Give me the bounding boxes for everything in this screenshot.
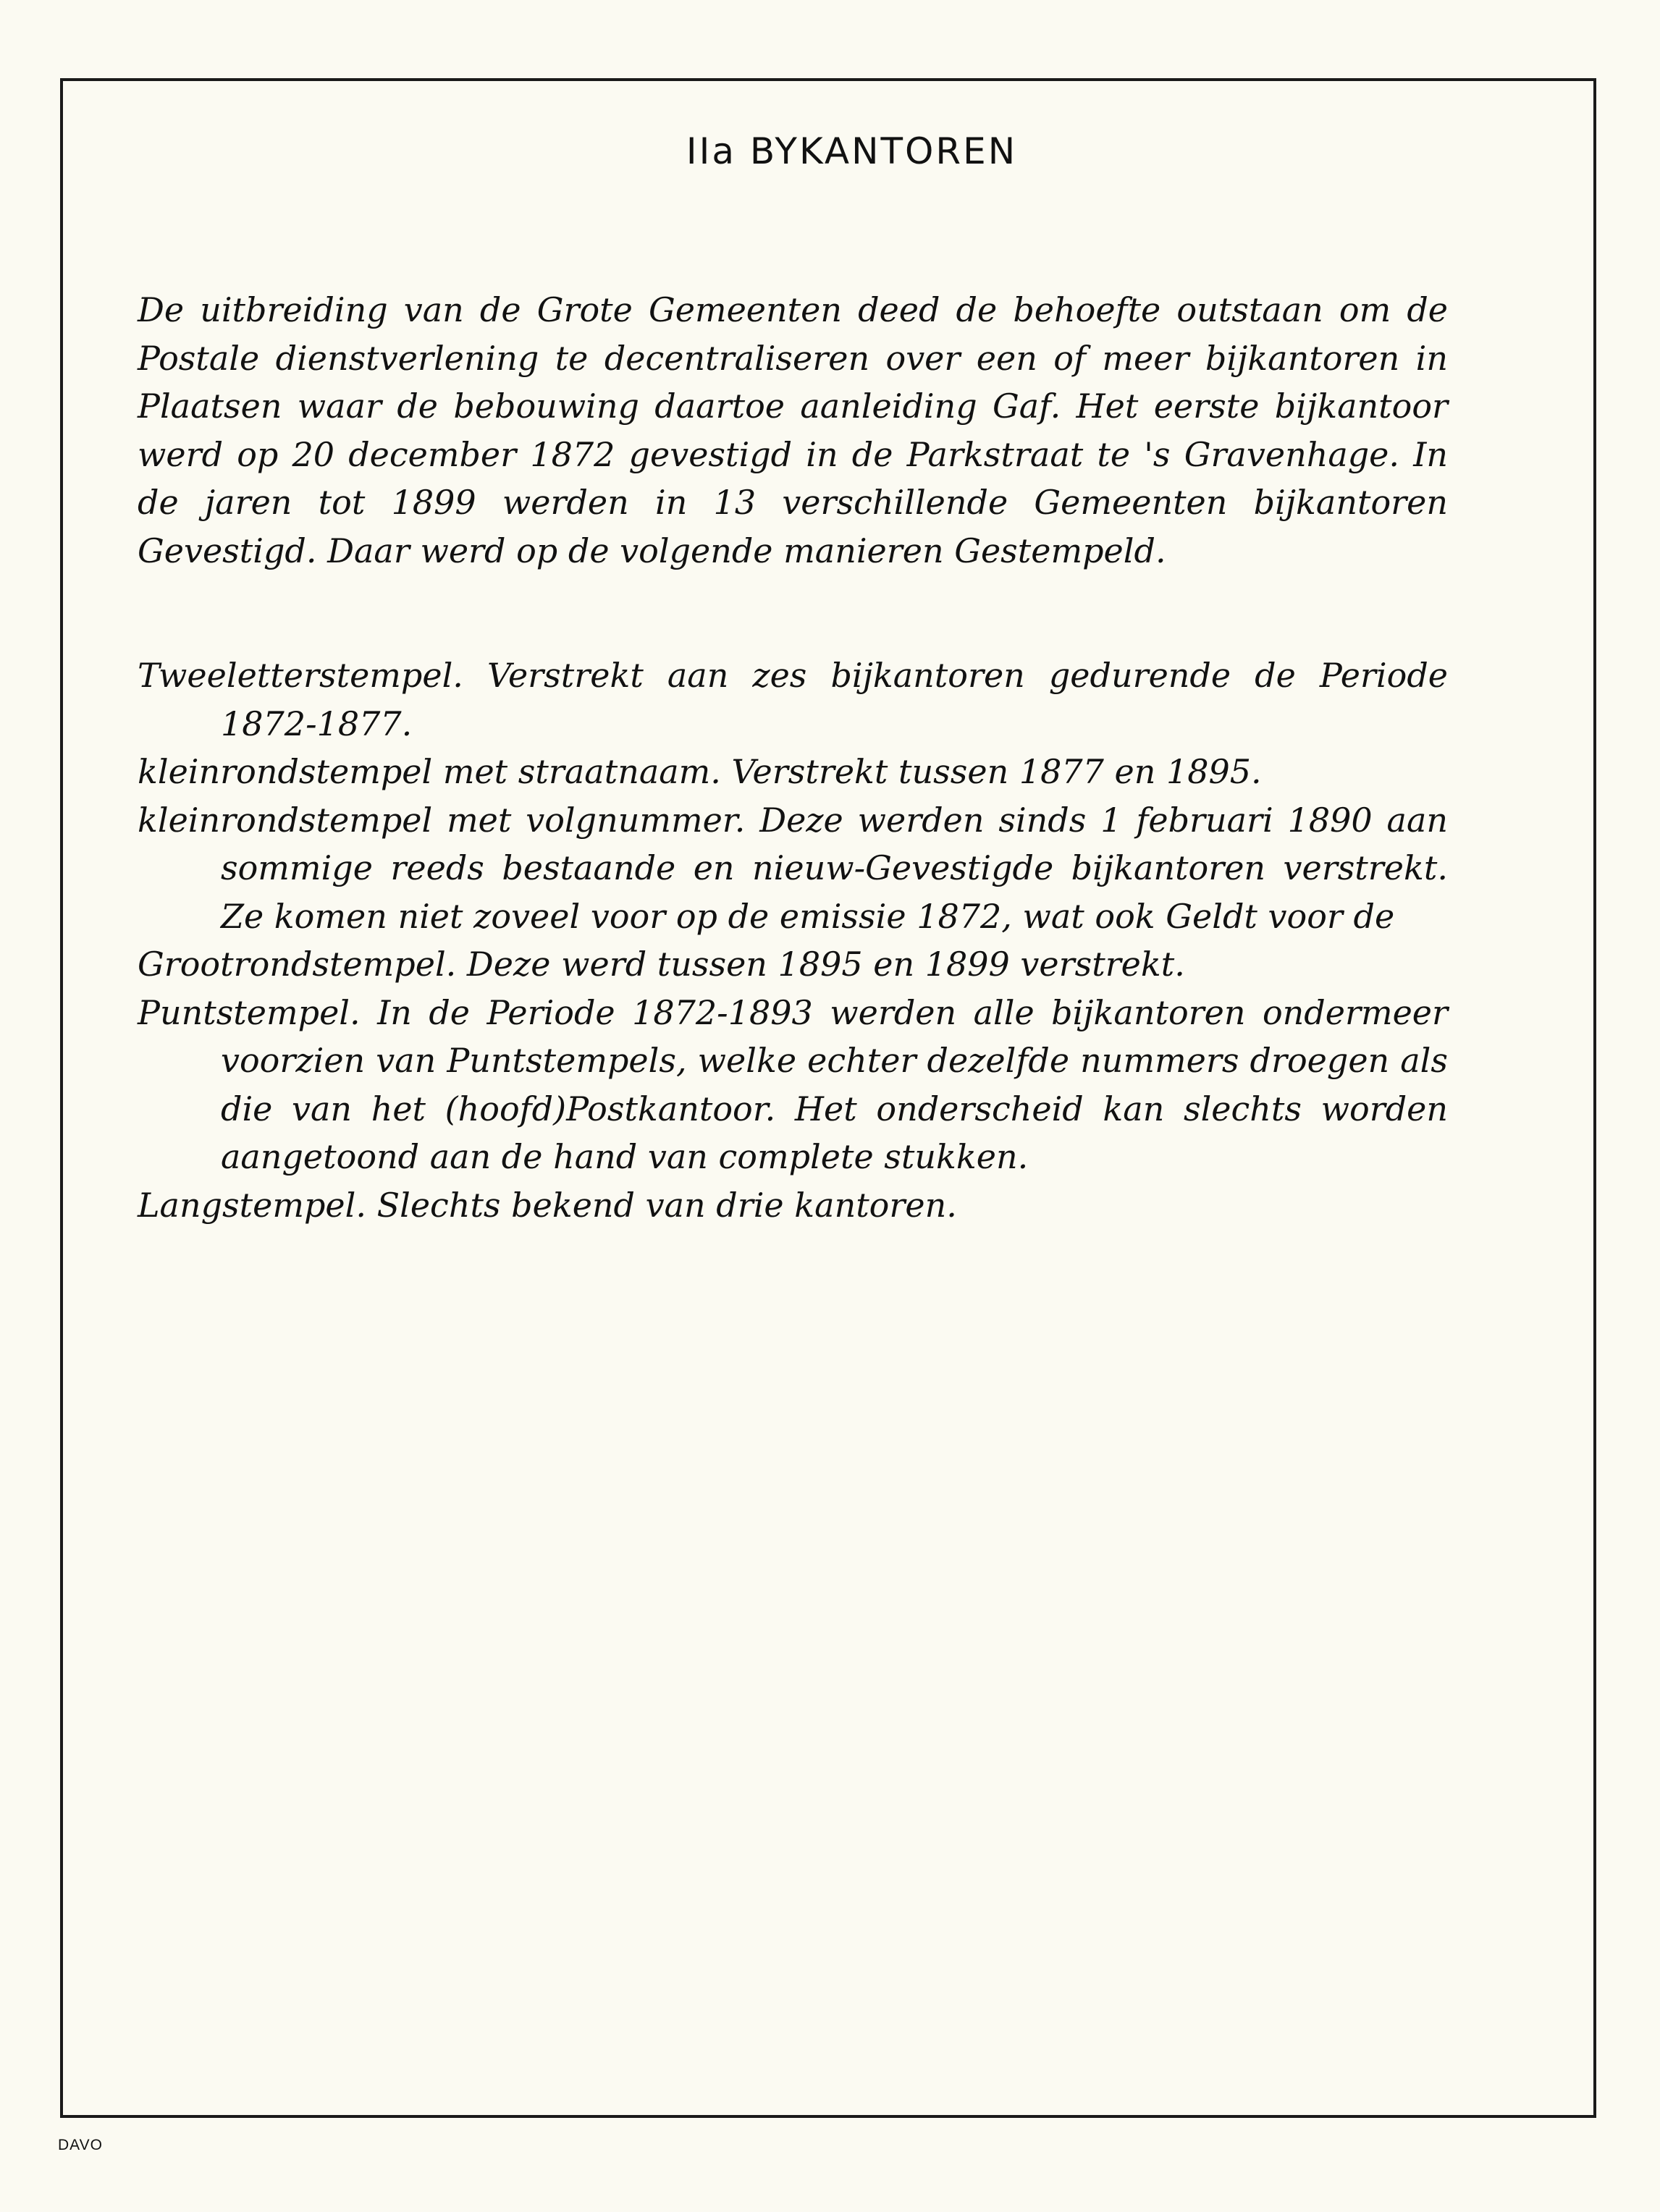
publisher-mark: DAVO: [58, 2137, 103, 2153]
list-item-tweeletterstempel: Tweeletterstempel. Verstrekt aan zes bijkantoren gedurende de Periode 1872-1877.: [138, 656, 1448, 743]
intro-paragraph: De uitbreiding van de Grote Gemeenten deed de behoefte outstaan om de Postale dienstverlening te decentraliseren over een of meer bijkantoren in Plaatsen waar de bebouwing daartoe aanleiding Gaf. Het eerste bijkantoor werd op 20 december 1872 gevestigd in de Parkstraat te 's Gravenhage. In de jaren tot 1899 werden in 13 verschillende Gemeenten bijkantoren Gevestigd. Daar werd op de volgende manieren Gestempeld.: [138, 290, 1448, 570]
list-item-langstempel: Langstempel. Slechts bekend van drie kantoren.: [138, 1185, 957, 1225]
list-item-kleinrondstempel-straatnaam: kleinrondstempel met straatnaam. Verstrekt tussen 1877 en 1895.: [138, 752, 1262, 791]
list-item-grootrondstempel: Grootrondstempel. Deze werd tussen 1895 en 1899 verstrekt.: [138, 945, 1185, 984]
list-item-kleinrondstempel-volgnummer: kleinrondstempel met volgnummer. Deze werden sinds 1 februari 1890 aan sommige reeds bestaande en nieuw-Gevestigde bijkantoren verstrekt. Ze komen niet zoveel voor op de emissie 1872, wat ook Geldt voor de: [138, 800, 1448, 936]
postmark-type-list: [138, 651, 1448, 1229]
list-item-puntstempel: Puntstempel. In de Periode 1872-1893 werden alle bijkantoren ondermeer voorzien van Puntstempels, welke echter dezelfde nummers droegen als die van het (hoofd)Postkantoor. Het onderscheid kan slechts worden aangetoond aan de hand van complete stukken.: [138, 992, 1448, 1176]
page-title: IIa BYKANTOREN: [686, 130, 1018, 172]
